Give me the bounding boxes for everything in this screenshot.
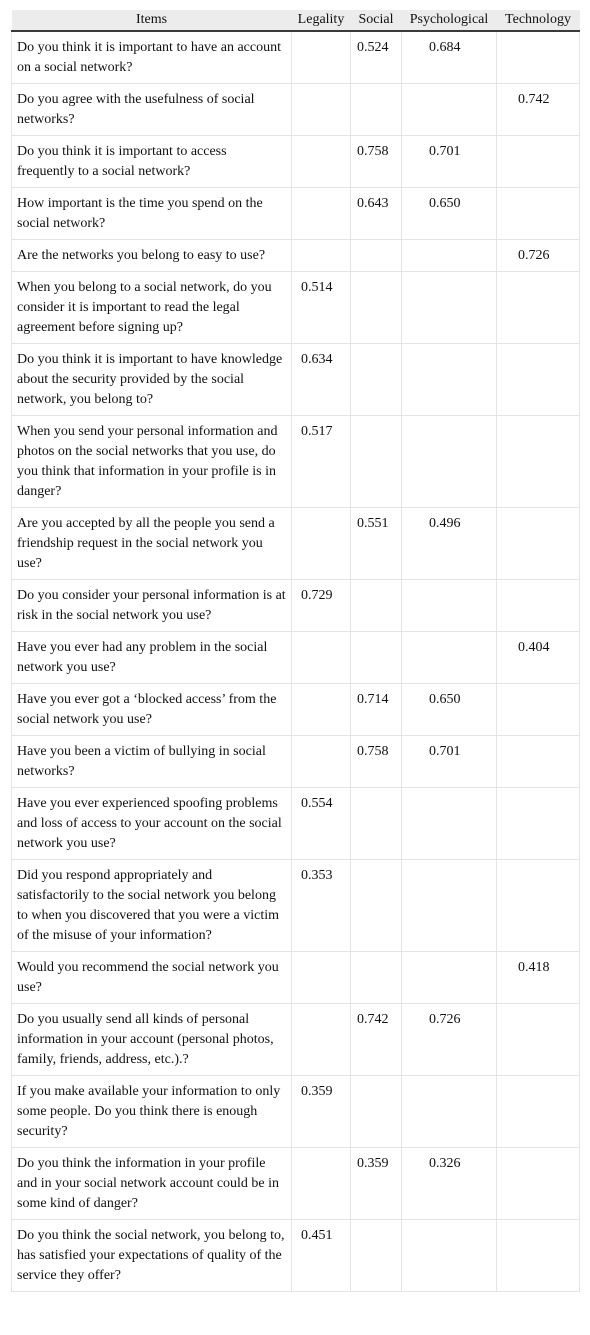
table-row (12, 84, 580, 136)
social-cell (351, 272, 402, 344)
technology-cell (497, 788, 580, 860)
table-row (12, 416, 580, 508)
social-cell (351, 84, 402, 136)
social-cell: 0.742 (351, 1004, 402, 1076)
legality-cell: 0.634 (292, 344, 351, 416)
legality-cell (292, 84, 351, 136)
psychological-cell (402, 580, 497, 632)
item-cell: Would you recommend the social network you use? (12, 952, 292, 1004)
psychological-cell (402, 344, 497, 416)
item-cell: Do you agree with the usefulness of social networks? (12, 84, 292, 136)
item-cell: If you make available your information to only some people. Do you think there is enough security? (12, 1076, 292, 1148)
social-cell (351, 1220, 402, 1292)
item-cell: Do you consider your personal information is at risk in the social network you use? (12, 580, 292, 632)
header-psychological: Psychological (402, 10, 497, 31)
psychological-cell: 0.701 (402, 136, 497, 188)
item-cell: Have you been a victim of bullying in social networks? (12, 736, 292, 788)
technology-cell (497, 684, 580, 736)
technology-cell (497, 736, 580, 788)
psychological-cell (402, 632, 497, 684)
table-row (12, 272, 580, 344)
table-row (12, 31, 580, 84)
legality-cell (292, 632, 351, 684)
legality-cell (292, 136, 351, 188)
social-cell: 0.524 (351, 31, 402, 84)
table-row (12, 1076, 580, 1148)
social-cell: 0.359 (351, 1148, 402, 1220)
legality-cell: 0.359 (292, 1076, 351, 1148)
legality-cell (292, 31, 351, 84)
item-cell: Do you think the information in your profile and in your social network account could be in some kind of danger? (12, 1148, 292, 1220)
table-row (12, 952, 580, 1004)
factor-loadings-table (11, 10, 580, 1292)
technology-cell (497, 416, 580, 508)
psychological-cell (402, 1076, 497, 1148)
technology-cell (497, 188, 580, 240)
psychological-cell (402, 788, 497, 860)
legality-cell: 0.517 (292, 416, 351, 508)
psychological-cell (402, 272, 497, 344)
psychological-cell (402, 952, 497, 1004)
table-row (12, 736, 580, 788)
technology-cell (497, 136, 580, 188)
psychological-cell: 0.326 (402, 1148, 497, 1220)
item-cell: How important is the time you spend on the social network? (12, 188, 292, 240)
technology-cell: 0.742 (497, 84, 580, 136)
legality-cell: 0.729 (292, 580, 351, 632)
item-cell: Have you ever had any problem in the social network you use? (12, 632, 292, 684)
technology-cell: 0.418 (497, 952, 580, 1004)
technology-cell (497, 272, 580, 344)
item-cell: Did you respond appropriately and satisfactorily to the social network you belong to when you discovered that you were a victim of the misuse of your information? (12, 860, 292, 952)
technology-cell (497, 580, 580, 632)
table-row (12, 1220, 580, 1292)
social-cell (351, 860, 402, 952)
psychological-cell (402, 416, 497, 508)
technology-cell (497, 508, 580, 580)
legality-cell (292, 1004, 351, 1076)
psychological-cell (402, 1220, 497, 1292)
item-cell: Are you accepted by all the people you send a friendship request in the social network you use? (12, 508, 292, 580)
psychological-cell: 0.684 (402, 31, 497, 84)
item-cell: Do you think it is important to have an account on a social network? (12, 31, 292, 84)
item-cell: Do you think the social network, you belong to, has satisfied your expectations of quality of the service they offer? (12, 1220, 292, 1292)
psychological-cell: 0.650 (402, 684, 497, 736)
table-row (12, 240, 580, 272)
technology-cell (497, 1148, 580, 1220)
table-row (12, 788, 580, 860)
item-cell: Have you ever experienced spoofing problems and loss of access to your account on the social network you use? (12, 788, 292, 860)
social-cell (351, 416, 402, 508)
item-cell: Have you ever got a ‘blocked access’ from the social network you use? (12, 684, 292, 736)
social-cell (351, 952, 402, 1004)
social-cell: 0.551 (351, 508, 402, 580)
table-row (12, 860, 580, 952)
technology-cell (497, 1004, 580, 1076)
table-row (12, 508, 580, 580)
social-cell: 0.714 (351, 684, 402, 736)
social-cell (351, 580, 402, 632)
legality-cell (292, 240, 351, 272)
table-body (12, 31, 580, 1292)
header-legality: Legality (292, 10, 351, 31)
legality-cell: 0.353 (292, 860, 351, 952)
social-cell: 0.758 (351, 136, 402, 188)
technology-cell: 0.726 (497, 240, 580, 272)
table-row (12, 1004, 580, 1076)
social-cell (351, 1076, 402, 1148)
psychological-cell: 0.726 (402, 1004, 497, 1076)
psychological-cell: 0.650 (402, 188, 497, 240)
legality-cell (292, 736, 351, 788)
psychological-cell (402, 84, 497, 136)
psychological-cell: 0.701 (402, 736, 497, 788)
social-cell (351, 632, 402, 684)
table-row (12, 580, 580, 632)
technology-cell (497, 344, 580, 416)
header-items: Items (12, 10, 292, 31)
legality-cell (292, 684, 351, 736)
header-technology: Technology (497, 10, 580, 31)
technology-cell (497, 31, 580, 84)
legality-cell (292, 1148, 351, 1220)
psychological-cell (402, 240, 497, 272)
table-row (12, 344, 580, 416)
legality-cell (292, 188, 351, 240)
table-row (12, 136, 580, 188)
table-row (12, 684, 580, 736)
social-cell (351, 788, 402, 860)
technology-cell: 0.404 (497, 632, 580, 684)
legality-cell: 0.514 (292, 272, 351, 344)
technology-cell (497, 1076, 580, 1148)
item-cell: Do you think it is important to access frequently to a social network? (12, 136, 292, 188)
item-cell: Do you think it is important to have knowledge about the security provided by the social network, you belong to? (12, 344, 292, 416)
header-social: Social (351, 10, 402, 31)
table-row (12, 188, 580, 240)
social-cell (351, 240, 402, 272)
table-row (12, 632, 580, 684)
technology-cell (497, 860, 580, 952)
item-cell: When you send your personal information and photos on the social networks that you use, do you think that information in your profile is in danger? (12, 416, 292, 508)
social-cell: 0.643 (351, 188, 402, 240)
item-cell: Are the networks you belong to easy to use? (12, 240, 292, 272)
psychological-cell: 0.496 (402, 508, 497, 580)
social-cell: 0.758 (351, 736, 402, 788)
social-cell (351, 344, 402, 416)
table-header-row (12, 10, 580, 31)
factor-loadings-table-container (11, 10, 579, 1292)
item-cell: Do you usually send all kinds of personal information in your account (personal photos, family, friends, address, etc.).? (12, 1004, 292, 1076)
legality-cell (292, 952, 351, 1004)
table-row (12, 1148, 580, 1220)
legality-cell: 0.451 (292, 1220, 351, 1292)
item-cell: When you belong to a social network, do you consider it is important to read the legal agreement before signing up? (12, 272, 292, 344)
psychological-cell (402, 860, 497, 952)
legality-cell: 0.554 (292, 788, 351, 860)
technology-cell (497, 1220, 580, 1292)
legality-cell (292, 508, 351, 580)
